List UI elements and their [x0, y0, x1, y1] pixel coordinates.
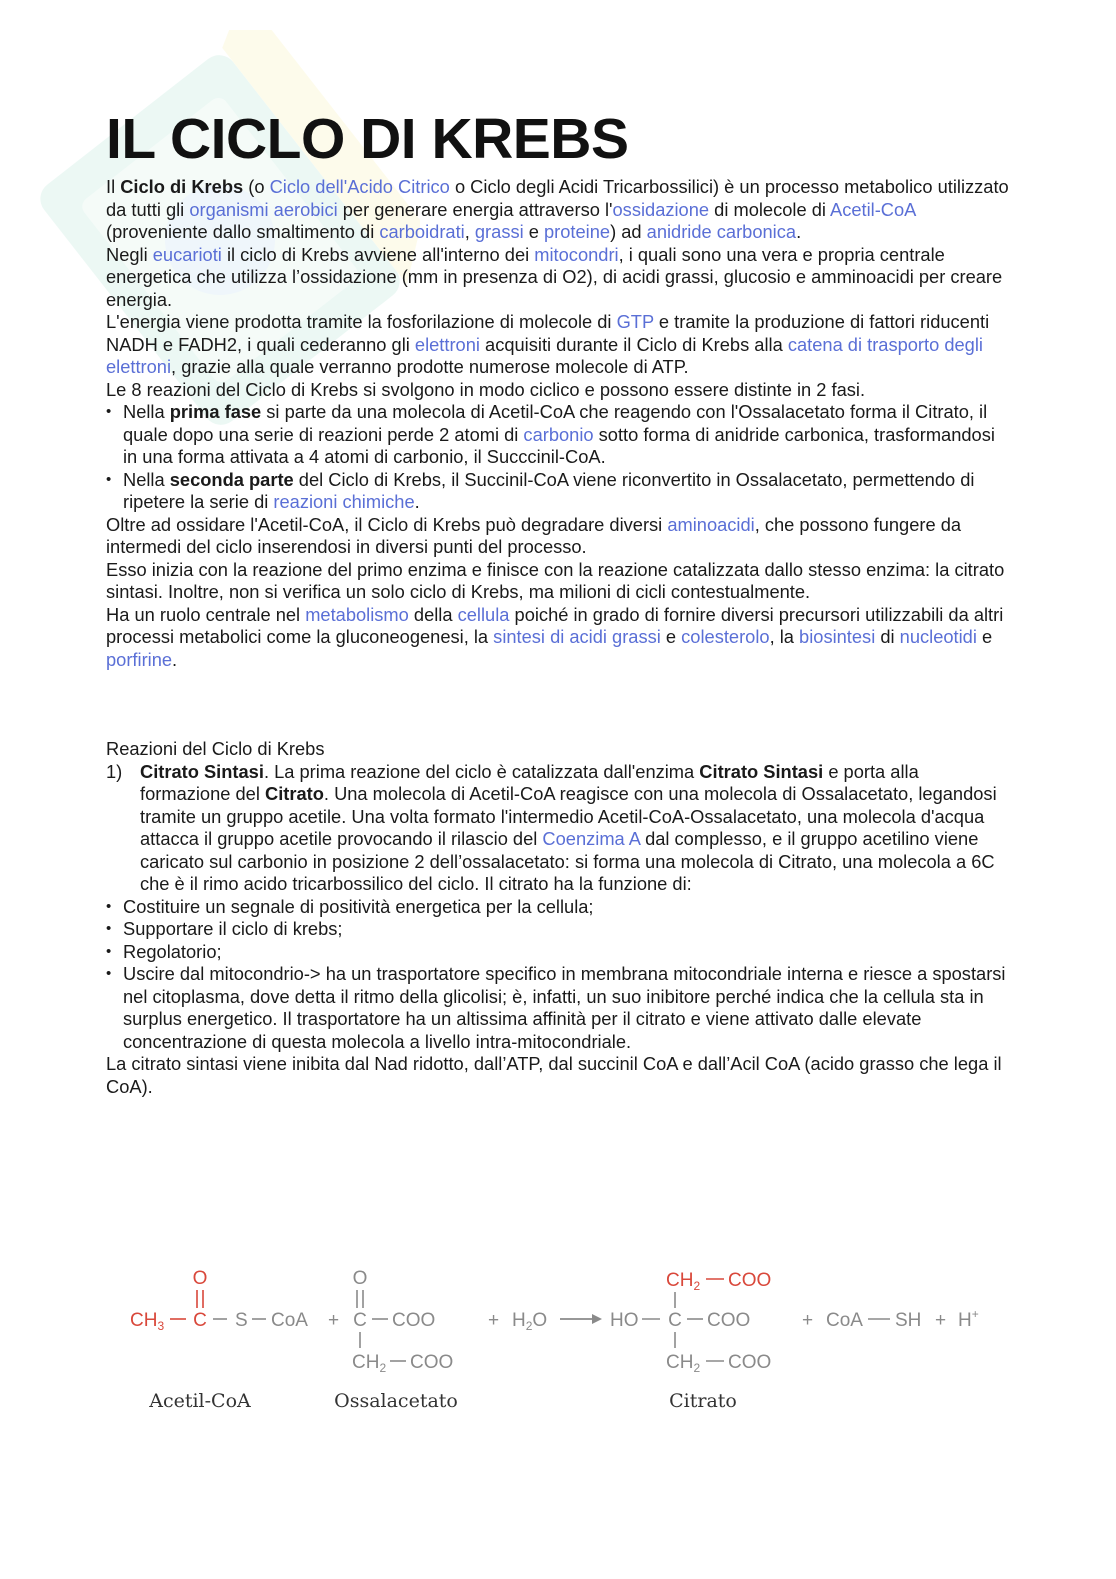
link-eucarioti[interactable]: eucarioti [152, 243, 222, 265]
list-item: 1) Citrato Sintasi. La prima reazione del ciclo è catalizzata dall'enzima Citrato Sintasi e porta alla formazione del Citrato. Una molecola di Acetil-CoA reagisce con una molecola di Ossalacetato, legandosi tramite un gruppo acetile. Una volta formato l'intermedio Acetil-CoA-Ossalacetato, una molecola d'acqua attacca il gruppo acetile provocando il rilascio del Coenzima A dal complesso, e il gruppo acetilino viene caricato sul carbonio in posizione 2 dell’ossalacetato: si forma una molecola di Citrato, una molecola a 6C che è il rimo acido tricarbossilico del ciclo. Il citrato ha la funzione di: [106, 760, 997, 894]
link-gtp[interactable]: GTP [616, 311, 654, 332]
aminoacidi-paragraph: Oltre ad ossidare l'Acetil-CoA, il Ciclo di Krebs può degradare diversi aminoacidi, che possono fungere da intermedi del ciclo inserendosi in diversi punti del processo. [106, 513, 962, 557]
link-grassi[interactable]: grassi [474, 221, 524, 242]
plus-sign-1: + [328, 1310, 340, 1331]
plus-sign-3: + [802, 1310, 814, 1331]
acetil-sulfur: S [235, 1310, 248, 1331]
reaction-arrow-head [592, 1314, 602, 1324]
ossalacetato-structure [352, 1268, 453, 1375]
document-page [106, 108, 1011, 1098]
reactions-list [106, 761, 1011, 896]
link-ossidazione[interactable]: ossidazione [612, 198, 710, 220]
list-item: • Regolatorio; [106, 941, 1011, 964]
plus-sign-2: + [488, 1310, 500, 1331]
label-acetil-coa: Acetil-CoA [149, 1390, 251, 1412]
oss-carbon: C [353, 1310, 367, 1331]
cit-top-coo: COO [728, 1270, 772, 1291]
reaction-diagram [120, 1262, 1000, 1422]
section-spacer [106, 671, 1011, 738]
link-reazioni-chimiche[interactable]: reazioni chimiche [273, 491, 415, 512]
water: $H_2O$ [512, 1310, 548, 1333]
cit-bottom-coo: COO [728, 1352, 772, 1373]
acetil-coa-text: CoA [271, 1310, 308, 1331]
label-citrato: Citrato [669, 1390, 737, 1412]
cit-bottom-ch2: $CH_2$ [666, 1352, 701, 1375]
cit-top-ch2: $CH_2$ [666, 1270, 701, 1293]
cit-carbon: C [668, 1310, 682, 1331]
acetil-ch3: $CH_3$ [130, 1310, 165, 1333]
intro-paragraph: Il Ciclo di Krebs (o Ciclo dell'Acido Citrico o Ciclo degli Acidi Tricarbossilici) è un processo metabolico utilizzato da tutti gli organismi aerobici per generare energia attraverso l'ossidazione di molecole di Acetil-CoA (proveniente dallo smaltimento di carboidrati, grassi e proteine) ad anidride carbonica. [106, 176, 1009, 242]
link-proteine[interactable]: proteine [543, 221, 611, 242]
link-colesterolo[interactable]: colesterolo [681, 626, 770, 647]
ruolo-paragraph: Ha un ruolo centrale nel metabolismo della cellula poiché in grado di fornire diversi precursori utilizzabili da altri processi metabolici come la gluconeogenesi, la sintesi di acidi grassi e colesterolo, la biosintesi di nucleotidi e porfirine. [106, 603, 1004, 670]
list-item: • Costituire un segnale di positività energetica per la cellula; [106, 896, 1011, 919]
phases-list [106, 401, 1011, 514]
plus-sign-4: + [935, 1310, 947, 1331]
link-nucleotidi[interactable]: nucleotidi [899, 626, 977, 647]
coa-text: CoA [826, 1310, 863, 1331]
acetil-oxygen: O [192, 1268, 208, 1289]
sh-text: SH [895, 1310, 922, 1331]
link-aminoacidi[interactable]: aminoacidi [667, 513, 755, 535]
citrato-structure [610, 1270, 771, 1375]
link-anidride-carbonica[interactable]: anidride carbonica [646, 221, 797, 242]
proton: H+ [958, 1307, 979, 1331]
link-cellula[interactable]: cellula [457, 603, 510, 625]
list-item: • Supportare il ciclo di krebs; [106, 918, 1011, 941]
link-ciclo-acido-citrico[interactable]: Ciclo dell'Acido Citrico [269, 176, 450, 197]
link-coenzima-a[interactable]: Coenzima A [542, 828, 640, 849]
list-item: • Uscire dal mitocondrio-> ha un trasportatore specifico in membrana mitocondriale interna e riesce a spostarsi nel citoplasma, dove detta il ritmo della glicolisi; è, infatti, un suo inibitore perché indica che la cellula sta in surplus energetico. Il trasportatore ha un altissima affinità per il citrato e viene attivato dalle elevate concentrazione di questa molecola a livello intra-mitocondriale. [106, 963, 1011, 1053]
link-metabolismo[interactable]: metabolismo [305, 603, 409, 625]
functions-list [106, 896, 1011, 1054]
link-porfirine[interactable]: porfirine [106, 648, 173, 670]
link-mitocondri[interactable]: mitocondri [534, 243, 619, 265]
link-organismi-aerobici[interactable]: organismi aerobici [189, 198, 338, 220]
enzima-paragraph: Esso inizia con la reazione del primo enzima e finisce con la reazione catalizzata dallo stesso enzima: la citrato sintasi. Inoltre, non si verifica un solo ciclo di Krebs, ma milioni di cicli contestualmente. [106, 558, 1005, 602]
link-catena-trasporto[interactable]: catena di trasporto degli elettroni [106, 333, 983, 377]
link-acetil-coa[interactable]: Acetil-CoA [830, 198, 916, 220]
oss-coo-2: COO [410, 1352, 454, 1373]
link-carboidrati[interactable]: carboidrati [379, 221, 465, 242]
inhibition-paragraph: La citrato sintasi viene inibita dal Nad ridotto, dall’ATP, dal succinil CoA e dall’Acil CoA (acido grasso che lega il CoA). [106, 1053, 1002, 1097]
link-elettroni[interactable]: elettroni [414, 333, 480, 355]
reaction-svg [120, 1262, 1000, 1422]
oss-coo: COO [392, 1310, 436, 1331]
cit-coo: COO [707, 1310, 751, 1331]
page-title: IL CICLO DI KREBS [106, 107, 629, 171]
acetil-coa-structure [130, 1268, 308, 1333]
acetil-carbon: C [193, 1310, 207, 1331]
list-marker: 1) [106, 760, 123, 782]
link-biosintesi[interactable]: biosintesi [799, 626, 876, 647]
label-ossalacetato: Ossalacetato [334, 1390, 458, 1412]
list-item: • Nella seconda parte del Ciclo di Krebs, il Succinil-CoA viene riconvertito in Ossalacetato, permettendo di ripetere la serie di reazioni chimiche. [106, 469, 1011, 514]
reactions-heading: Reazioni del Ciclo di Krebs [106, 738, 325, 759]
energia-paragraph: L'energia viene prodotta tramite la fosforilazione di molecole di GTP e tramite la produzione di fattori riducenti NADH e FADH2, i quali cederanno gli elettroni acquisiti durante il Ciclo di Krebs alla catena di trasporto degli elettroni, grazie alla quale verranno prodotte numerose molecole di ATP. [106, 311, 990, 377]
eucarioti-paragraph: Negli eucarioti il ciclo di Krebs avviene all'interno dei mitocondri, i quali sono una vera e propria centrale energetica che utilizza l’ossidazione (mm in presenza di O2), di acidi grassi, glucosio e amminoacidi per creare energia. [106, 243, 1003, 310]
fasi-paragraph: Le 8 reazioni del Ciclo di Krebs si svolgono in modo ciclico e possono essere distinte in 2 fasi. [106, 378, 866, 400]
oss-ch2: $CH_2$ [352, 1352, 387, 1375]
link-carbonio[interactable]: carbonio [523, 423, 594, 445]
list-item: • Nella prima fase si parte da una molecola di Acetil-CoA che reagendo con l'Ossalacetato forma il Citrato, il quale dopo una serie di reazioni perde 2 atomi di carbonio sotto forma di anidride carbonica, trasformandosi in una forma attivata a 4 atomi di carbonio, il Succcinil-CoA. [106, 401, 1011, 469]
cit-ho: HO [610, 1310, 639, 1331]
link-sintesi-acidi-grassi[interactable]: sintesi di acidi grassi [493, 626, 661, 647]
oss-oxygen: O [352, 1268, 368, 1289]
